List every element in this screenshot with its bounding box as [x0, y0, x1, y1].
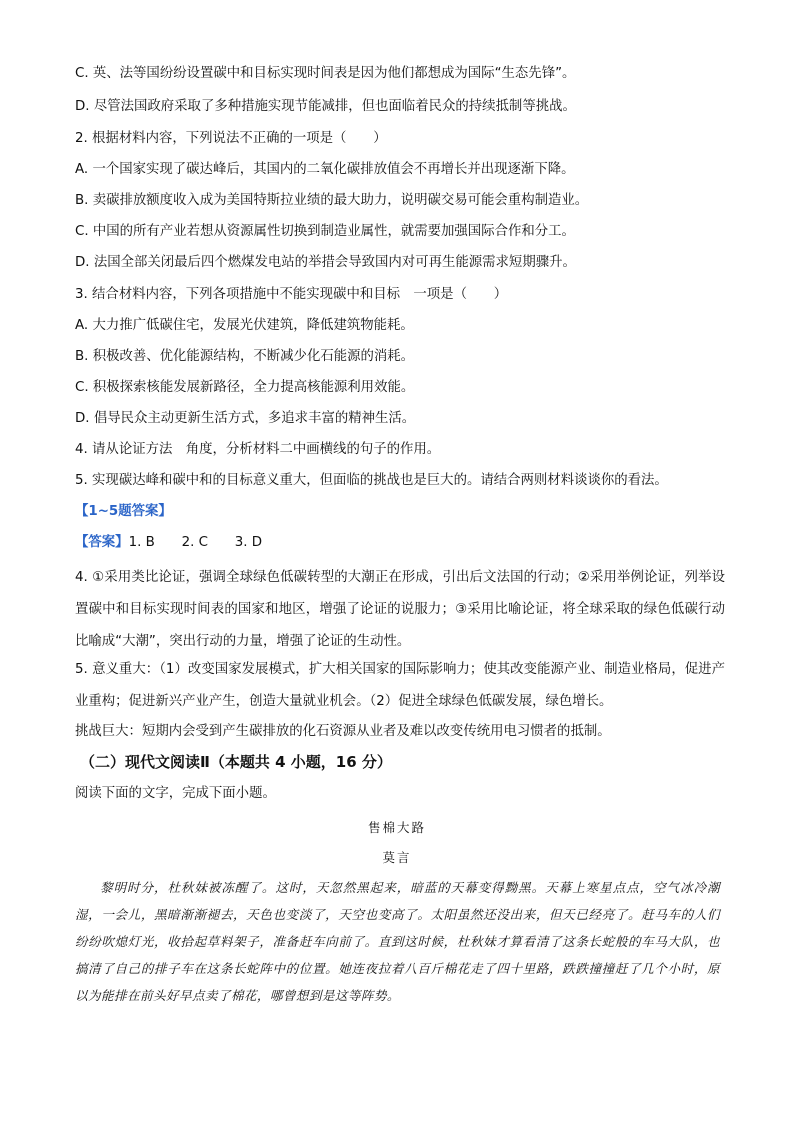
q1-option-c: C. 英、法等国纷纷设置碳中和目标实现时间表是因为他们都想成为国际“生态先锋”。 — [75, 66, 576, 81]
answers-header: 【1~5题答案】 — [75, 504, 172, 519]
answer-5-challenge: 挑战巨大：短期内会受到产生碳排放的化石资源从业者及难以改变传统用电习惯者的抵制。 — [75, 724, 611, 739]
story-author: 莫言 — [382, 850, 412, 865]
answer-4: 4. ①采用类比论证，强调全球绿色低碳转型的大潮正在形成，引出后文法国的行动；②采用举例论证，列举设置碳中和目标实现时间表的国家和地区，增强了论证的说服力；③采用比喻论证，将全球采取的绿色低碳行动比喻成“大潮”，突出行动的力量，增强了论证的生动性。 — [75, 570, 725, 649]
q3-option-b: B. 积极改善、优化能源结构，不断减少化石能源的消耗。 — [75, 349, 415, 364]
section-instruction: 阅读下面的文字，完成下面小题。 — [75, 786, 276, 801]
q2-option-c: C. 中国的所有产业若想从资源属性切换到制造业属性，就需要加强国际合作和分工。 — [75, 224, 575, 239]
q5-stem: 5. 实现碳达峰和碳中和的目标意义重大，但面临的挑战也是巨大的。请结合两则材料谈谈你的看法。 — [75, 473, 668, 488]
q2-option-a: A. 一个国家实现了碳达峰后，其国内的二氧化碳排放值会不再增长并出现逐渐下降。 — [75, 162, 575, 177]
story-title: 售棉大路 — [367, 820, 426, 835]
answer-choices-line — [75, 533, 725, 553]
q2-stem: 2. 根据材料内容，下列说法不正确的一项是（ ） — [75, 131, 387, 146]
q4-stem: 4. 请从论证方法 角度，分析材料二中画横线的句子的作用。 — [75, 442, 441, 457]
answer-5-significance: 5. 意义重大：（1）改变国家发展模式，扩大相关国家的国际影响力；使其改变能源产业、制造业格局，促进产业重构；促进新兴产业产生，创造大量就业机会。（2）促进全球绿色低碳发展，绿色增长。 — [75, 662, 725, 709]
q3-option-c: C. 积极探索核能发展新路径，全力提高核能源利用效能。 — [75, 380, 415, 395]
q3-option-d: D. 倡导民众主动更新生活方式，多追求丰富的精神生活。 — [75, 411, 416, 426]
answer-label: 【答案】 — [75, 535, 129, 550]
q2-option-b: B. 卖碳排放额度收入成为美国特斯拉业绩的最大助力，说明碳交易可能会重构制造业。 — [75, 193, 589, 208]
story-paragraph: 黎明时分，杜秋妹被冻醒了。这时，天忽然黑起来，暗蓝的天幕变得黝黑。天幕上寒星点点，空气冰冷潮湿，一会儿，黑暗渐渐褪去，天色也变淡了，天空也变高了。太阳虽然还没出来，但天已经亮了。赶马车的人们纷纷吹熄灯光，收拾起草料架子，准备赶车向前了。直到这时候，杜秋妹才算看清了这条长蛇般的车马大队，也搞清了自己的排子车在这条长蛇阵中的位置。她连夜拉着八百斤棉花走了四十里路，跌跌撞撞赶了几个小时，原以为能排在前头好早点卖了棉花，哪曾想到是这等阵势。 — [75, 880, 720, 1003]
section-title: （二）现代文阅读Ⅱ（本题共 4 小题，16 分） — [80, 753, 392, 771]
q2-option-d: D. 法国全部关闭最后四个燃煤发电站的举措会导致国内对可再生能源需求短期骤升。 — [75, 255, 576, 270]
q1-option-d: D. 尽管法国政府采取了多种措施实现节能减排，但也面临着民众的持续抵制等挑战。 — [75, 99, 576, 114]
q3-option-a: A. 大力推广低碳住宅，发展光伏建筑，降低建筑物能耗。 — [75, 318, 414, 333]
q3-stem: 3. 结合材料内容，下列各项措施中不能实现碳中和目标 一项是（ ） — [75, 287, 508, 302]
answer-choices: 1. B 2. C 3. D — [128, 535, 263, 550]
